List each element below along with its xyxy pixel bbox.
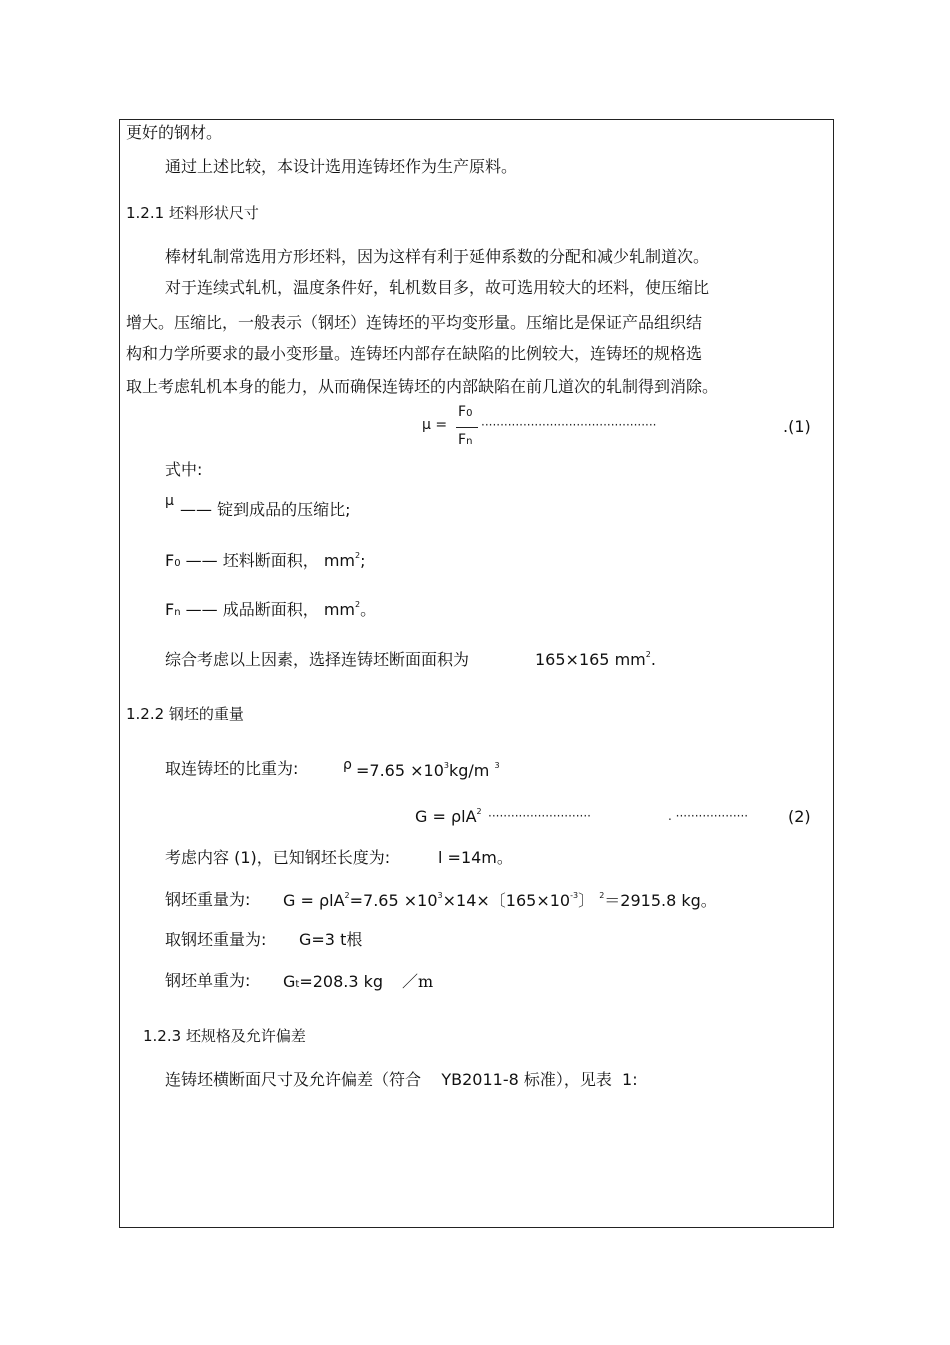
eq2-leader-dots: . ··················· <box>668 809 749 823</box>
unit-weight-unit: ／m <box>402 972 434 991</box>
eq1-numerator: F0 <box>458 404 473 420</box>
def-mu-text: —— 锭到成品的压缩比; <box>180 500 351 519</box>
density-value: $=7.65 \times 10^3kg/m$ $^3$ <box>356 761 500 780</box>
paragraph-line: 构和力学所要求的最小变形量。连铸坯内部存在缺陷的比例较大，连铸坯的规格选 <box>126 344 703 363</box>
table-reference: 连铸坯横断面尺寸及允许偏差（符合 YB2011-8 标准），见表 1: <box>165 1070 638 1089</box>
take-weight-value: G=3 t根 <box>299 930 363 949</box>
paragraph-line: 取上考虑轧机本身的能力，从而确保连铸坯的内部缺陷在前几道次的轧制得到消除。 <box>126 377 719 396</box>
eq1-denominator: Fn <box>458 432 473 448</box>
eq1-lhs: μ = <box>422 417 448 433</box>
def-fn: Fn —— 成品断面积， $mm^2$。 <box>165 600 377 619</box>
section-heading-1-2-1: 1.2.1 坯料形状尺寸 <box>126 204 259 222</box>
eq1-number: .(1) <box>783 417 811 436</box>
def-f0: F0 —— 坯料断面积， $mm^2$; <box>165 551 366 570</box>
eq2-number: (2) <box>788 807 811 826</box>
paragraph-line: 增大。压缩比，一般表示（钢坯）连铸坯的平均变形量。压缩比是保证产品组织结 <box>126 313 703 332</box>
consider-text: 考虑内容 (1)，已知钢坯长度为: <box>165 848 391 867</box>
density-symbol: ρ <box>343 757 352 773</box>
eq1-fraction <box>456 404 478 450</box>
def-mu-symbol: μ <box>165 493 174 509</box>
section-heading-1-2-2: 1.2.2 钢坯的重量 <box>126 705 244 723</box>
take-weight-label: 取钢坯重量为: <box>165 930 267 949</box>
text-line: 更好的钢材。 <box>126 123 223 142</box>
conclusion-text: 综合考虑以上因素，选择连铸坯断面面积为 <box>165 650 470 669</box>
paragraph-line: 棒材轧制常选用方形坯料，因为这样有利于延伸系数的分配和减少轧制道次。 <box>165 247 710 266</box>
weight-formula: $G = \rho lA^2=7.65 \times 10^3\times 14\times$〔$165\times 10^{-3}$〕 $^2$＝2915.8 kg。 <box>283 891 717 910</box>
where-label: 式中: <box>165 460 203 479</box>
eq2-formula: G = ρlA$^2$ <box>415 807 482 826</box>
fraction-bar <box>456 427 478 428</box>
conclusion-value: 165×165 $mm^2$. <box>535 650 656 669</box>
consider-value: l =14m。 <box>438 848 513 867</box>
paragraph-line: 对于连续式轧机，温度条件好，轧机数目多，故可选用较大的坯料，使压缩比 <box>165 278 710 297</box>
eq1-leader-dots: ·············································· <box>481 418 657 432</box>
density-label: 取连铸坯的比重为: <box>165 759 299 778</box>
eq2-leader-dots: ··························· <box>488 809 591 823</box>
unit-weight-value: Gt=208.3 kg <box>283 972 384 991</box>
weight-label: 钢坯重量为: <box>165 890 251 909</box>
unit-weight-label: 钢坯单重为: <box>165 971 251 990</box>
section-heading-1-2-3: 1.2.3 坯规格及允许偏差 <box>143 1027 306 1045</box>
text-line: 通过上述比较，本设计选用连铸坯作为生产原料。 <box>165 157 518 176</box>
